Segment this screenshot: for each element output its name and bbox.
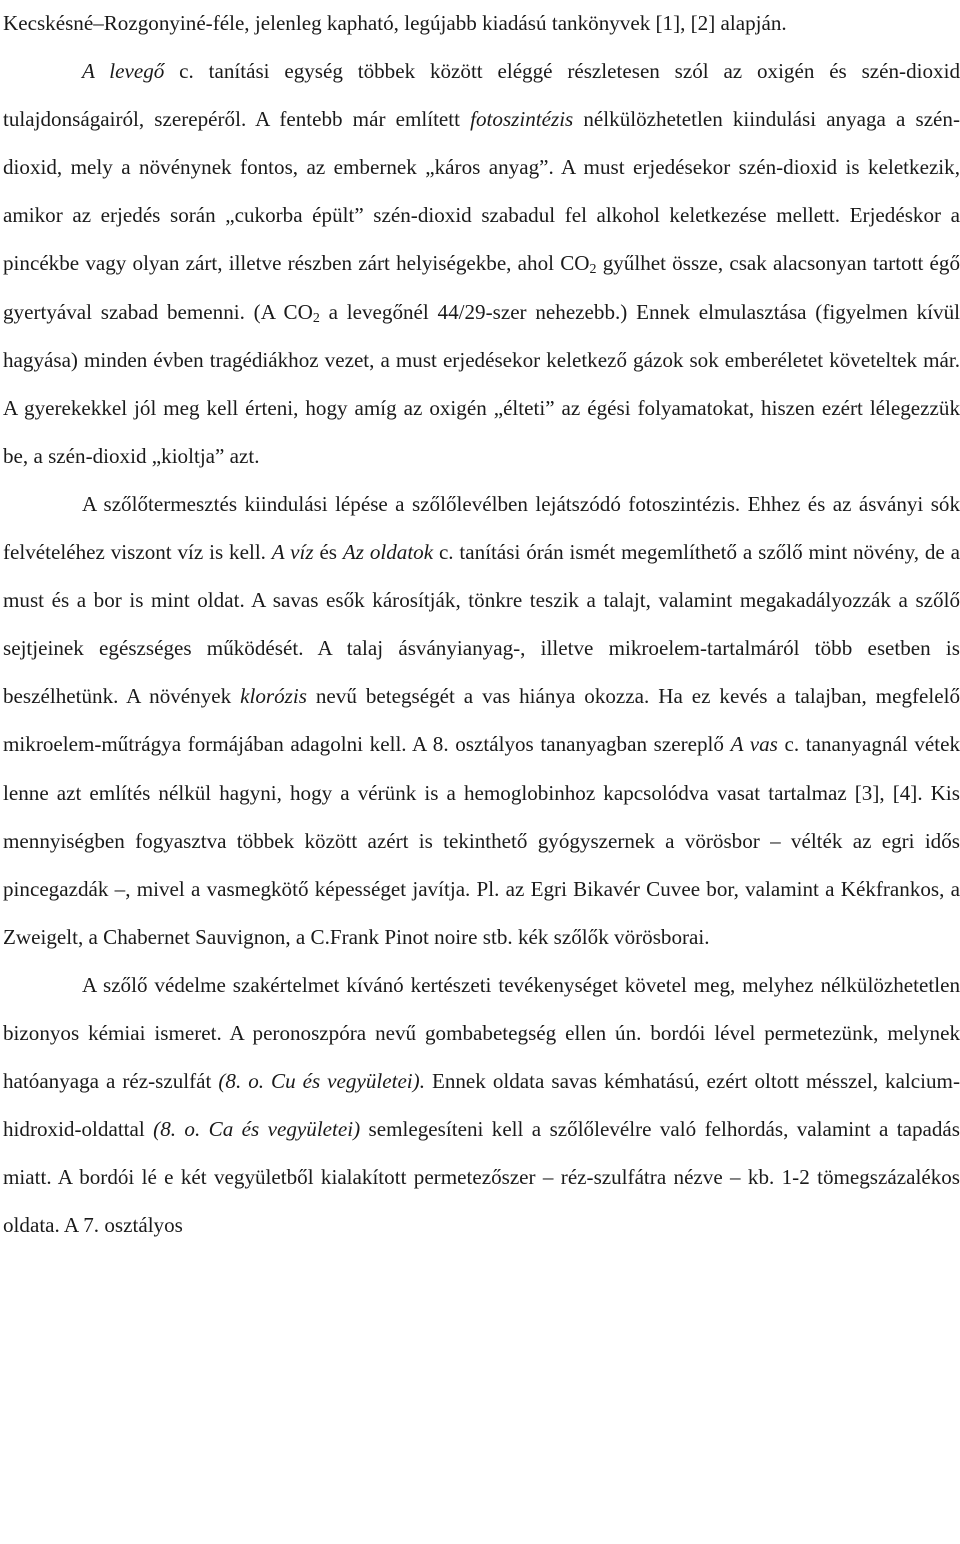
italic-text: fotoszintézis: [470, 107, 574, 132]
italic-text: A víz: [271, 540, 314, 565]
body-text: nevű betegségét a vas hiánya okozza. Ha ez kevés a talajban, megfelelő mikroelem-műtrágya formájában adagolni kell. A 8. osztályos tananyagban szereplő: [3, 684, 960, 757]
subscript-text: 2: [589, 262, 597, 278]
italic-text: klorózis: [240, 684, 307, 709]
body-text: Kecskésné–Rozgonyiné-féle, jelenleg kapható, legújabb kiadású tankönyvek [1], [2] alapján.: [3, 11, 787, 35]
paragraph-2: [3, 47, 960, 480]
body-text: gyűlhet össze, csak alacsonyan tartott égő gyertyával szabad bemenni. (A CO: [3, 251, 960, 324]
body-text: nélkülözhetetlen kiindulási anyaga a szén-dioxid, mely a növénynek fontos, az embernek „káros anyag”. A must erjedésekor szén-dioxid is keletkezik, amikor az erjedés során „cukorba épült” szén-dioxid szabadul fel alkohol keletkezése mellett. Erjedéskor a pincékbe vagy olyan zárt, illetve részben zárt helyiségekbe, ahol CO: [3, 107, 960, 276]
body-text: és: [313, 540, 343, 565]
body-text: Ennek oldata savas kémhatású, ezért oltott mésszel, kalcium-hidroxid-oldattal: [3, 1069, 960, 1142]
subscript-text: 2: [312, 310, 320, 326]
body-text: A szőlőtermesztés kiindulási lépése a szőlőlevélben lejátszódó fotoszintézis. Ehhez és az ásványi sók felvételéhez viszont víz is kell.: [3, 491, 960, 565]
body-text: semlegesíteni kell a szőlőlevélre való felhordás, valamint a tapadás miatt. A bordói lé e két vegyületből kialakított permetezőszer – réz-szulfátra nézve – kb. 1-2 tömegszázalékos oldata. A 7. osztályos: [3, 1117, 960, 1238]
paragraph-3: [3, 480, 960, 961]
body-text: a levegőnél 44/29-szer nehezebb.) Ennek elmulasztása (figyelmen kívül hagyása) minden évben tragédiákhoz vezet, a must erjedésekor keletkező gázok sok emberéletet követeltek már. A gyerekekkel jól meg kell érteni, hogy amíg az oxigén „élteti” az égési folyamatokat, hiszen ezért lélegezzük be, a szén-dioxid „kioltja” azt.: [3, 299, 960, 468]
body-text: c. tanítási órán ismét megemlíthető a szőlő mint növény, de a must és a bor is mint oldat. A savas esők károsítják, tönkre teszik a talajt, valamint megakadályozzák a szőlő sejtjeinek egészséges működését. A talaj ásványianyag-, illetve mikroelem-tartalmáról több esetben is beszélhetünk. A növények: [3, 540, 960, 709]
italic-text: (8. o. Ca és vegyületei): [153, 1117, 361, 1142]
body-text: A szőlő védelme szakértelmet kívánó kertészeti tevékenységet követel meg, melyhez nélkülözhetetlen bizonyos kémiai ismeret. A peronoszpóra nevű gombabetegség ellen ún. bordói lével permetezünk, melynek hatóanyaga a réz-szulfát: [3, 972, 960, 1094]
paragraph-4: [3, 961, 960, 1250]
paragraph-1: [3, 0, 960, 47]
italic-text: A vas: [730, 732, 778, 757]
document-page: [3, 0, 960, 1249]
italic-text: Az oldatok: [342, 540, 434, 565]
italic-text: A levegő: [82, 59, 165, 84]
body-text: c. tanítási egység többek között eléggé részletesen szól az oxigén és szén-dioxid tulajdonságairól, szerepéről. A fentebb már említett: [3, 59, 960, 132]
italic-text: (8. o. Cu és vegyületei).: [218, 1069, 425, 1094]
body-text: c. tananyagnál vétek lenne azt említés nélkül hagyni, hogy a vérünk is a hemoglobinhoz kapcsolódva vasat tartalmaz [3], [4]. Kis mennyiségben fogyasztva többek között azért is tekinthető gyógyszernek a vörösbor – vélték az egri idős pincegazdák –, mivel a vasmegkötő képességet javítja. Pl. az Egri Bikavér Cuvee bor, valamint a Kékfrankos, a Zweigelt, a Chabernet Sauvignon, a C.Frank Pinot noire stb. kék szőlők vörösborai.: [3, 732, 960, 949]
